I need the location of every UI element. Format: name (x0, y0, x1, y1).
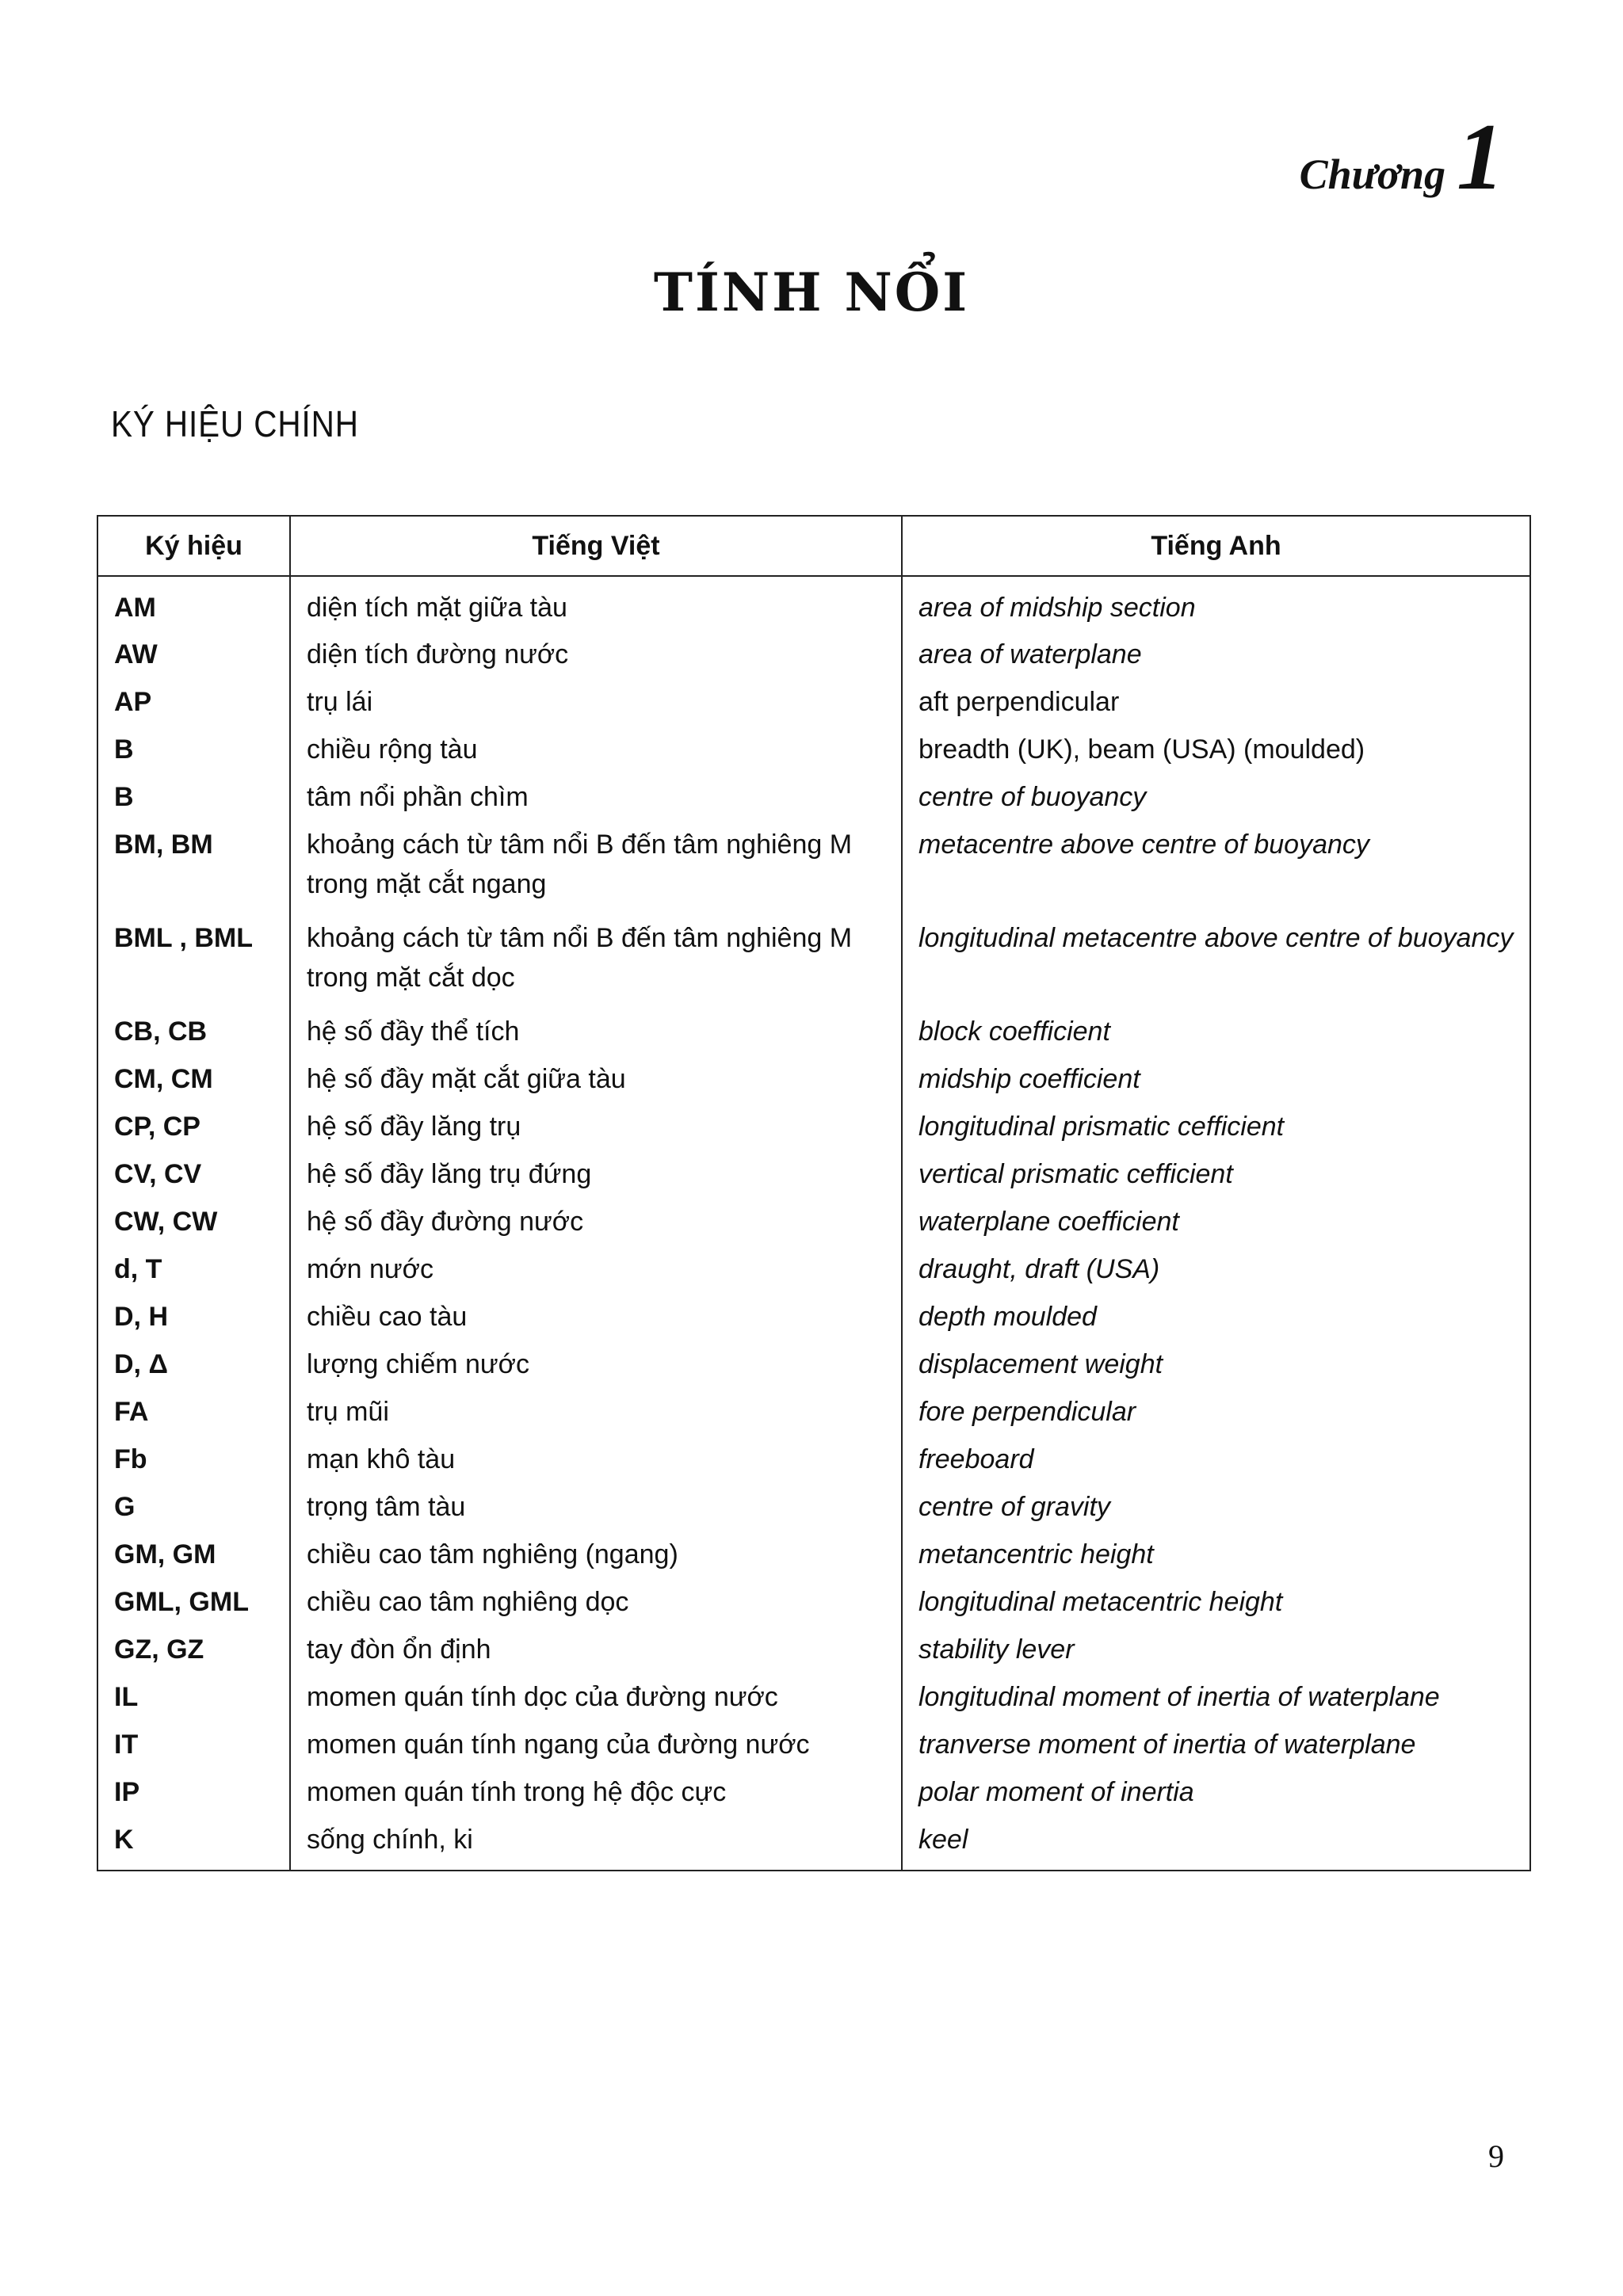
english-cell: metancentric height (918, 1539, 1154, 1569)
symbol-cell: d, T (97, 1243, 290, 1291)
english-cell: breadth (UK), beam (USA) (moulded) (918, 734, 1365, 765)
table-row (97, 818, 1530, 912)
english-cell: waterplane coefficient (918, 1207, 1179, 1237)
vietnamese-cell: hệ số đầy thể tích (290, 1005, 902, 1053)
english-cell: centre of gravity (918, 1492, 1110, 1522)
vietnamese-cell: hệ số đầy lăng trụ (290, 1100, 902, 1148)
symbol-cell: K (97, 1814, 290, 1871)
chapter-label (1299, 104, 1504, 209)
symbol-cell: B (97, 771, 290, 818)
vietnamese-cell: mạn khô tàu (290, 1433, 902, 1481)
english-cell: displacement weight (918, 1349, 1163, 1379)
english-cell: midship coefficient (918, 1064, 1140, 1094)
english-cell: area of waterplane (918, 639, 1142, 669)
table-row (97, 1481, 1530, 1528)
table-row (97, 1623, 1530, 1671)
vietnamese-cell: mớn nước (290, 1243, 902, 1291)
english-cell: tranverse moment of inertia of waterplane (918, 1730, 1416, 1760)
symbol-cell: GML, GML (97, 1576, 290, 1623)
vietnamese-cell: trọng tâm tàu (290, 1481, 902, 1528)
vietnamese-cell: diện tích đường nước (290, 628, 902, 676)
table-body (97, 576, 1530, 1871)
symbol-cell: BML , BML (97, 912, 290, 1005)
chapter-number: 1 (1457, 104, 1504, 209)
english-cell: keel (918, 1825, 968, 1855)
vietnamese-cell: hệ số đầy mặt cắt giữa tàu (290, 1053, 902, 1100)
english-cell: longitudinal moment of inertia of waterplane (918, 1682, 1440, 1712)
section-heading: KÝ HIỆU CHÍNH (111, 403, 359, 444)
table-header-row (97, 516, 1530, 576)
vietnamese-cell: tay đòn ổn định (290, 1623, 902, 1671)
vietnamese-cell: hệ số đầy đường nước (290, 1196, 902, 1243)
symbol-cell: AW (97, 628, 290, 676)
table-row (97, 1576, 1530, 1623)
table-row (97, 1433, 1530, 1481)
header-english: Tiếng Anh (902, 516, 1530, 576)
symbol-cell: CP, CP (97, 1100, 290, 1148)
table-row (97, 771, 1530, 818)
symbol-cell: IP (97, 1766, 290, 1814)
table-row (97, 723, 1530, 771)
symbol-cell: D, H (97, 1291, 290, 1338)
symbol-cell: G (97, 1481, 290, 1528)
english-cell: vertical prismatic cefficient (918, 1159, 1233, 1189)
vietnamese-cell: chiều cao tâm nghiêng (ngang) (290, 1528, 902, 1576)
table-row (97, 1005, 1530, 1053)
english-cell: metacentre above centre of buoyancy (918, 830, 1369, 860)
table-row (97, 1386, 1530, 1433)
english-cell: aft perpendicular (918, 687, 1120, 717)
vietnamese-cell: tâm nổi phần chìm (290, 771, 902, 818)
table-row (97, 1814, 1530, 1871)
english-cell: longitudinal metacentric height (918, 1587, 1283, 1617)
symbols-table (97, 515, 1531, 1871)
vietnamese-cell: momen quán tính trong hệ độc cực (290, 1766, 902, 1814)
table-row (97, 1766, 1530, 1814)
symbol-cell: CW, CW (97, 1196, 290, 1243)
vietnamese-cell: chiều cao tâm nghiêng dọc (290, 1576, 902, 1623)
header-symbol: Ký hiệu (97, 516, 290, 576)
table-row (97, 1196, 1530, 1243)
vietnamese-cell: chiều cao tàu (290, 1291, 902, 1338)
english-cell: centre of buoyancy (918, 782, 1147, 812)
english-cell: block coefficient (918, 1016, 1110, 1047)
symbol-cell: BM, BM (97, 818, 290, 912)
english-cell: fore perpendicular (918, 1397, 1136, 1427)
symbol-cell: CB, CB (97, 1005, 290, 1053)
vietnamese-cell: khoảng cách từ tâm nổi B đến tâm nghiêng M trong mặt cắt dọc (290, 912, 902, 1005)
symbol-cell: D, Δ (97, 1338, 290, 1386)
vietnamese-cell: chiều rộng tàu (290, 723, 902, 771)
vietnamese-cell: trụ lái (290, 676, 902, 723)
vietnamese-cell: momen quán tính ngang của đường nước (290, 1718, 902, 1766)
table-row (97, 1291, 1530, 1338)
english-cell: longitudinal metacentre above centre of buoyancy (918, 923, 1514, 953)
english-cell: longitudinal prismatic cefficient (918, 1112, 1285, 1142)
table-row (97, 1528, 1530, 1576)
vietnamese-cell: sống chính, ki (290, 1814, 902, 1871)
table-row (97, 1718, 1530, 1766)
table-row (97, 576, 1530, 628)
symbol-cell: GM, GM (97, 1528, 290, 1576)
vietnamese-cell: trụ mũi (290, 1386, 902, 1433)
symbol-cell: IT (97, 1718, 290, 1766)
table-row (97, 628, 1530, 676)
symbol-cell: Fb (97, 1433, 290, 1481)
table-row (97, 1053, 1530, 1100)
symbol-cell: CV, CV (97, 1148, 290, 1196)
symbol-cell: AP (97, 676, 290, 723)
chapter-word: Chương (1299, 151, 1445, 198)
symbol-cell: AM (97, 576, 290, 628)
english-cell: draught, draft (USA) (918, 1254, 1160, 1284)
english-cell: stability lever (918, 1634, 1075, 1665)
symbol-cell: IL (97, 1671, 290, 1718)
symbol-cell: B (97, 723, 290, 771)
table-row (97, 676, 1530, 723)
vietnamese-cell: hệ số đầy lăng trụ đứng (290, 1148, 902, 1196)
page-number: 9 (1488, 2138, 1504, 2174)
english-cell: polar moment of inertia (918, 1777, 1194, 1807)
vietnamese-cell: momen quán tính dọc của đường nước (290, 1671, 902, 1718)
vietnamese-cell: diện tích mặt giữa tàu (290, 576, 902, 628)
table-row (97, 912, 1530, 1005)
english-cell: area of midship section (918, 593, 1196, 623)
symbol-cell: CM, CM (97, 1053, 290, 1100)
header-vietnamese: Tiếng Việt (290, 516, 902, 576)
table-row (97, 1243, 1530, 1291)
symbol-cell: GZ, GZ (97, 1623, 290, 1671)
english-cell: depth moulded (918, 1302, 1097, 1332)
table-row (97, 1671, 1530, 1718)
table-row (97, 1338, 1530, 1386)
symbol-cell: FA (97, 1386, 290, 1433)
vietnamese-cell: khoảng cách từ tâm nổi B đến tâm nghiêng M trong mặt cắt ngang (290, 818, 902, 912)
table-row (97, 1148, 1530, 1196)
vietnamese-cell: lượng chiếm nước (290, 1338, 902, 1386)
english-cell: freeboard (918, 1444, 1034, 1474)
page-title: TÍNH NỔI (653, 261, 970, 323)
table-row (97, 1100, 1530, 1148)
